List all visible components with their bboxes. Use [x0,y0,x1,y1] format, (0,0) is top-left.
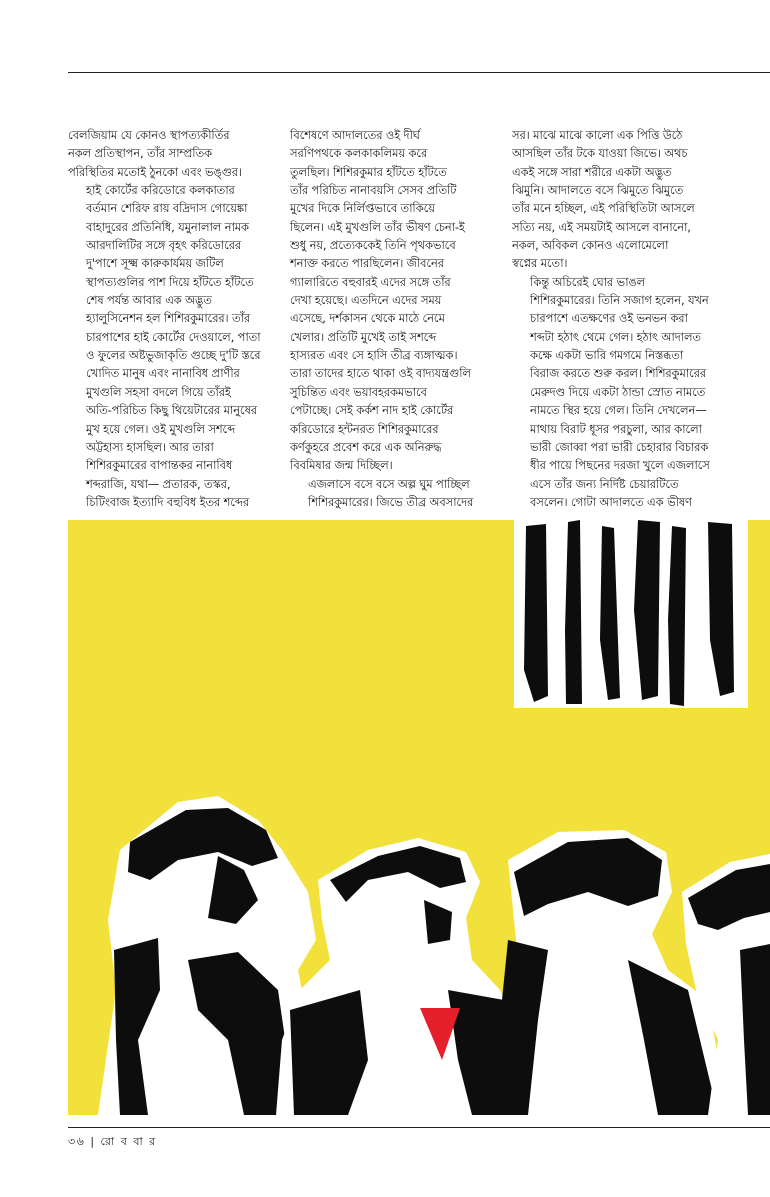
text-line: কক্ষে একটা ভারি গমগমে নিস্তব্ধতা [530,348,684,363]
text-line: হাস্যরত এবং সে হাসি তীব্র ব্যঙ্গাত্মক। [290,348,458,363]
text-line: তুলছিল। শিশিরকুমার হাঁটতে হাঁটতে [290,164,447,179]
text-line: সত্যি নয়, এই সময়টাই আসলে বানানো, [512,219,691,234]
text-line: শিশিরকুমারের। তিনি সজাগ হলেন, যখন [530,293,709,308]
text-line: খেলার। প্রতিটি মুখেই তাই সশব্দে [290,329,437,344]
text-line: তারা তাদের হাতে থাকা ওই বাদ্যযন্ত্রগুলি [290,366,471,381]
paragraph [68,126,273,181]
text-line: মুখগুলি সহসা বদলে গিয়ে তাঁরই [86,384,231,399]
text-line: সর। মাঝে মাঝে কালো এক পিত্তি উঠে [512,128,683,142]
text-line: মুখ হয়ে গেল। ওই মুখগুলি সশব্দে [86,421,236,436]
text-line: অট্টহাস্য হাসছিল। আর তারা [86,439,214,454]
text-line: একই সঙ্গে সারা শরীরে একটা অদ্ভুত [512,164,672,179]
text-line: এসে তাঁর জন্য নির্দিষ্ট চেয়ারটিতে [530,476,679,491]
text-line: মুখের দিকে নির্লিপ্তভাবে তাকিয়ে [290,201,435,216]
courtroom-illustration [68,520,770,1115]
text-line: শনাক্ত করতে পারছিলেন। জীবনের [290,256,444,271]
footer-rule [68,1127,770,1128]
text-line: নামতে স্থির হয়ে গেল। তিনি দেখলেন— [530,403,707,418]
text-line: ছিলেন। এই মুখগুলি তাঁর ভীষণ চেনা-ই [290,219,465,234]
text-line: নকল প্রতিস্থাপন, তাঁর সাম্প্রতিক [68,146,213,161]
text-line: কিন্তু অচিরেই ঘোর ভাঙল [530,274,646,289]
text-line: মেরুদণ্ড দিয়ে একটা ঠান্ডা স্রোত নামতে [530,384,706,399]
text-line: এসেছে, দর্শকাসন থেকে মাঠে নেমে [290,311,445,326]
text-line: শুধু নয়, প্রত্যেককেই তিনি পৃথকভাবে [290,238,456,253]
text-line: সরণিপথকে কলকাকলিময় করে [290,146,428,161]
text-line: শেষ পর্যন্ত আবার এক অদ্ভুত [86,293,212,308]
magazine-name: রো ব বা র [100,1135,157,1148]
text-column-1 [68,126,273,511]
text-line: চারপাশের হাই কোর্টের দেওয়ালে, পাতা [86,329,261,344]
paragraph [512,273,717,511]
text-line: তাঁর মনে হচ্ছিল, এই পরিস্থিতিটা আসলে [512,201,695,216]
paragraph [68,181,273,511]
text-line: স্বপ্নের মতো। [512,256,568,271]
page-footer [68,1133,157,1152]
text-column-2 [290,126,495,511]
paragraph [290,475,495,512]
text-line: করিডোরে হন্টনরত শিশিরকুমারের [290,421,439,436]
text-line: অতি-পরিচিত কিছু থিয়েটারের মানুষের [86,403,257,418]
text-line: খোদিত মানুষ এবং নানাবিধ প্রাণীর [86,366,240,381]
text-line: বসলেন। গোটা আদালতে এক ভীষণ [530,494,692,509]
text-line: শিশিরকুমারের বাপান্তকর নানাবিধ [86,458,233,473]
text-line: হ্যালুসিনেশন হল শিশিরকুমারের। তাঁর [86,311,251,326]
text-line: পেটাচ্ছে। সেই কর্কশ নাদ হাই কোর্টের [290,403,454,418]
text-line: বিরাজ করতে শুরু করল। শিশিরকুমারের [530,366,707,381]
text-line: বিবমিষার জন্ম দিচ্ছিল। [290,458,393,473]
text-line: চিটিংবাজ ইত্যাদি বহুবিধ ইতর শব্দের [86,494,250,509]
text-line: সুচিন্তিত এবং ভয়াবহরকমভাবে [290,384,427,399]
text-line: ও ফুলের অষ্টভুজাকৃতি গুচ্ছে দু'টি স্তরে [86,348,261,363]
text-line: শব্দটা হঠাৎ থেমে গেল। হঠাৎ আদালত [530,329,701,344]
text-line: মাথায় বিরাট ধূসর পরচুলা, আর কালো [530,421,702,436]
barred-window-image [514,520,748,708]
text-line: ঝিমুনি। আদালতে বসে ঝিমুতে ঝিমুতে [512,183,684,198]
text-column-3 [512,126,717,511]
text-line: দু'পাশে সূক্ষ্ম কারুকার্যময় জটিল [86,256,224,271]
text-line: আরদালিটির সঙ্গে বৃহৎ করিডোরের [86,238,242,253]
text-line: চারপাশে এতক্ষণের ওই ভনভন করা [530,311,688,326]
text-line: স্থাপত্যগুলির পাশ দিয়ে হাঁটতে হাঁটতে [86,274,254,289]
text-line: আসছিল তাঁর টকে যাওয়া জিভে। অথচ [512,146,688,161]
text-line: বাহাদুরের প্রতিনিধি, যমুনালাল নামক [86,219,249,234]
text-line: কর্ণকুহরে প্রবেশ করে এক অনিরুদ্ধ [290,439,442,454]
text-line: ভারী জোব্বা পরা ভারী চেহারার বিচারক [530,439,709,454]
text-line: তাঁর পরিচিত নানাবয়সি সেসব প্রতিটি [290,183,457,198]
page-number: ৩৬ [68,1135,86,1148]
text-line: বেলজিয়াম যে কোনও স্থাপত্যকীর্তির [68,128,230,142]
courtroom-illustration-artwork [68,520,770,1115]
text-line: বিশেষণে আদালতের ওই দীর্ঘ [290,128,420,142]
text-line: শিশিরকুমারের। জিভে তীব্র অবসাদের [308,494,474,509]
footer-separator: | [90,1135,96,1148]
header-rule [68,72,770,73]
text-line: পরিস্থিতির মতোই ঠুনকো এবং ভঙ্গুর। [68,164,242,179]
text-line: বর্তমান শেরিফ রায় বদ্রিদাস গোয়েঙ্কা [86,201,248,216]
text-line: হাই কোর্টের করিডোরে কলকাতার [86,183,235,198]
paragraph [290,126,495,475]
paragraph [512,126,717,273]
text-line: দেখা হয়েছে। এতদিনে এদের সময় [290,293,442,308]
text-line: গ্যালারিতে বহুবারই এদের সঙ্গে তাঁর [290,274,451,289]
text-line: এজলাসে বসে বসে অল্প ঘুম পাচ্ছিল [308,476,470,491]
text-line: নকল, অবিকল কোনও এলোমেলো [512,238,669,253]
text-line: ধীর পায়ে পিছনের দরজা খুলে এজলাসে [530,458,710,473]
text-line: শব্দরাজি, যথা— প্রতারক, তস্কর, [86,476,231,491]
